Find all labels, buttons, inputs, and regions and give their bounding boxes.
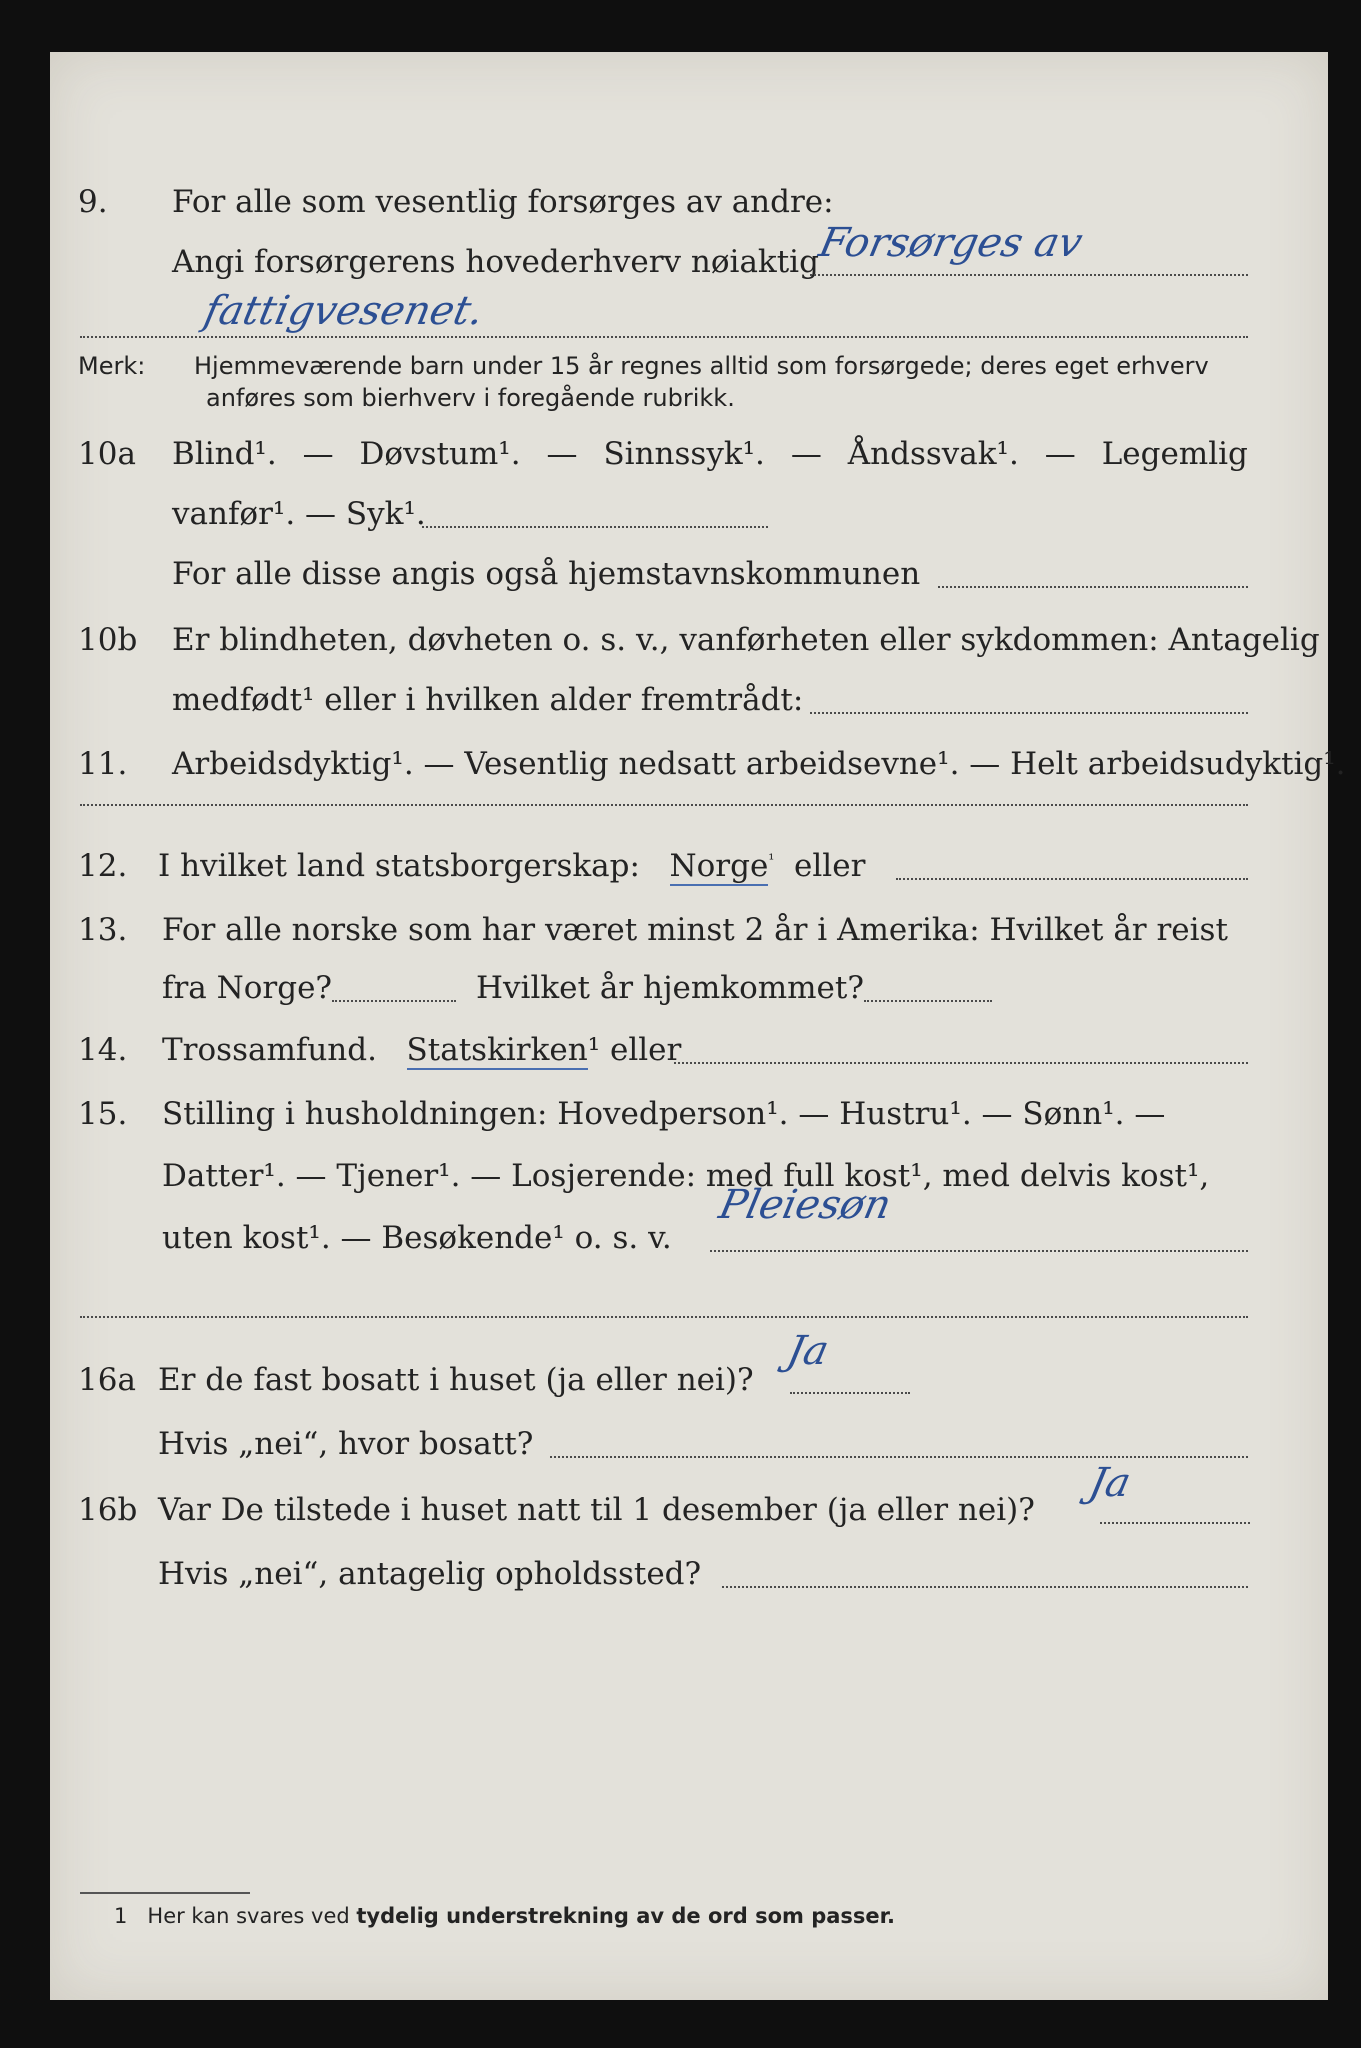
footnote-text-b: tydelig understrekning av de ord som passer. <box>356 1904 895 1928</box>
dash: — <box>790 436 822 472</box>
q16b-line1: Var De tilstede i huset natt til 1 desember (ja eller nei)? <box>158 1492 1035 1528</box>
q10b-line2: medfødt¹ eller i hvilken alder fremtrådt: <box>172 682 804 718</box>
dash: — <box>546 436 578 472</box>
q15-answer-line-2[interactable] <box>80 1316 1248 1318</box>
q15-line2: Datter¹. — Tjener¹. — Losjerende: med full kost¹, med delvis kost¹, <box>162 1158 1210 1194</box>
q16a-line2: Hvis „nei“, hvor bosatt? <box>158 1426 534 1462</box>
q14-answer-line[interactable] <box>674 1062 1248 1064</box>
q12-suffix: eller <box>794 848 866 884</box>
q9-handwritten-answer-2: fattigvesenet. <box>200 288 488 334</box>
q13-reist-line[interactable] <box>332 1000 456 1002</box>
q16a-line1: Er de fast bosatt i huset (ja eller nei)? <box>158 1362 754 1398</box>
q15-number: 15. <box>78 1096 128 1132</box>
q10b-row-2 <box>50 678 1328 722</box>
merk-label: Merk: <box>78 352 146 380</box>
q16b-line2: Hvis „nei“, antagelig opholdssted? <box>158 1556 702 1592</box>
q16b-row-1 <box>50 1488 1328 1532</box>
q10a-options <box>172 434 1248 474</box>
q13-line1: For alle norske som har været minst 2 år i Amerika: Hvilket år reist <box>162 912 1228 948</box>
q15-line1: Stilling i husholdningen: Hovedperson¹. — Hustru¹. — Sønn¹. — <box>162 1096 1166 1132</box>
q10b-line1: Er blindheten, døvheten o. s. v., vanførheten eller sykdommen: Antagelig <box>172 622 1320 658</box>
q16a-answer-line[interactable] <box>790 1392 910 1394</box>
q12-norge-option[interactable]: Norge <box>669 848 769 884</box>
q13-line2b: Hvilket år hjemkommet? <box>476 970 864 1006</box>
q10a-number: 10a <box>78 436 136 472</box>
q15-row-2 <box>50 1154 1328 1198</box>
option-blind[interactable]: Blind¹. <box>172 436 277 472</box>
merk-text <box>194 350 1314 414</box>
q11-row <box>50 742 1346 786</box>
q16b-row-2 <box>50 1552 1328 1596</box>
option-sinnssyk[interactable]: Sinnssyk¹. <box>603 436 765 472</box>
q16a-number: 16a <box>78 1362 136 1398</box>
footnote-text-a: Her kan svares ved <box>147 1904 350 1928</box>
q12-row <box>50 844 1328 888</box>
q10b-answer-line[interactable] <box>810 712 1248 714</box>
q12-text <box>158 846 865 886</box>
q13-hjemkommet-line[interactable] <box>864 1000 992 1002</box>
q9-answer-line[interactable] <box>810 274 1248 276</box>
q12-answer-line[interactable] <box>896 878 1248 880</box>
footnote-mark: 1 <box>114 1904 128 1928</box>
footnote-mark: ¹ <box>768 850 775 869</box>
q14-prefix: Trossamfund. <box>162 1032 377 1068</box>
q10b-row-1 <box>50 618 1328 662</box>
footnote-rule <box>80 1892 250 1894</box>
q16a-row-1 <box>50 1358 1328 1402</box>
merk-line2: anføres som bierhverv i foregående rubrikk. <box>206 384 735 412</box>
q14-suffix: ¹ eller <box>587 1032 682 1068</box>
q16b-answer-line[interactable] <box>1100 1522 1250 1524</box>
q15-row-3 <box>50 1216 1328 1260</box>
q11-line1: Arbeidsdyktig¹. — Vesentlig nedsatt arbeidsevne¹. — Helt arbeidsudyktig¹. <box>172 746 1346 782</box>
q9-line2: Angi forsørgerens hovederhverv nøiaktig <box>172 244 819 280</box>
q10a-line2: vanfør¹. — Syk¹. <box>172 496 426 532</box>
q15-line3: uten kost¹. — Besøkende¹ o. s. v. <box>162 1220 672 1256</box>
q14-statskirken-option[interactable]: Statskirken <box>406 1032 588 1068</box>
dash: — <box>302 436 334 472</box>
q9-number: 9. <box>78 184 108 220</box>
q9-row-2 <box>50 240 1328 284</box>
option-legemlig[interactable]: Legemlig <box>1101 436 1248 472</box>
q10b-number: 10b <box>78 622 138 658</box>
q10a-row-3 <box>50 552 1328 596</box>
q15-handwritten-answer: Pleiesøn <box>715 1182 896 1228</box>
q11-number: 11. <box>78 746 128 782</box>
q9-line1: For alle som vesentlig forsørges av andre: <box>172 184 834 220</box>
q14-row <box>50 1028 1328 1072</box>
q12-prefix: I hvilket land statsborgerskap: <box>158 848 640 884</box>
q16b-number: 16b <box>78 1492 138 1528</box>
q15-row-1 <box>50 1092 1328 1136</box>
q16b-opholdssted-line[interactable] <box>722 1586 1248 1588</box>
q13-row-1 <box>50 908 1328 952</box>
q10a-row-2 <box>50 492 1328 536</box>
q13-number: 13. <box>78 912 128 948</box>
q12-number: 12. <box>78 848 128 884</box>
footnote <box>114 1904 895 1928</box>
census-form-page <box>50 52 1346 2000</box>
q16a-row-2 <box>50 1422 1328 1466</box>
q9-handwritten-answer-1: Forsørges av <box>815 220 1087 266</box>
q15-answer-line[interactable] <box>710 1250 1248 1252</box>
q13-line2a: fra Norge? <box>162 970 333 1006</box>
dash: — <box>1044 436 1076 472</box>
q16b-handwritten-answer: Ja <box>1085 1460 1135 1506</box>
q16a-handwritten-answer: Ja <box>783 1328 833 1374</box>
option-dovstum[interactable]: Døvstum¹. <box>359 436 521 472</box>
q10a-syk-line[interactable] <box>422 526 768 528</box>
q11-answer-line[interactable] <box>80 804 1248 806</box>
q14-number: 14. <box>78 1032 128 1068</box>
q14-text <box>162 1030 681 1070</box>
q10a-line3: For alle disse angis også hjemstavnskommunen <box>172 556 921 592</box>
q16a-bosatt-line[interactable] <box>550 1456 1248 1458</box>
q9-row-1 <box>50 180 1328 224</box>
q13-row-2 <box>50 966 1328 1010</box>
q10a-hjemstavn-line[interactable] <box>938 586 1248 588</box>
merk-line1: Hjemmeværende barn under 15 år regnes alltid som forsørgede; deres eget erhverv <box>194 352 1209 380</box>
q10a-row-1 <box>50 432 1328 476</box>
q9-answer-line-2[interactable] <box>80 336 1248 338</box>
option-andssvak[interactable]: Åndssvak¹. <box>847 436 1019 472</box>
